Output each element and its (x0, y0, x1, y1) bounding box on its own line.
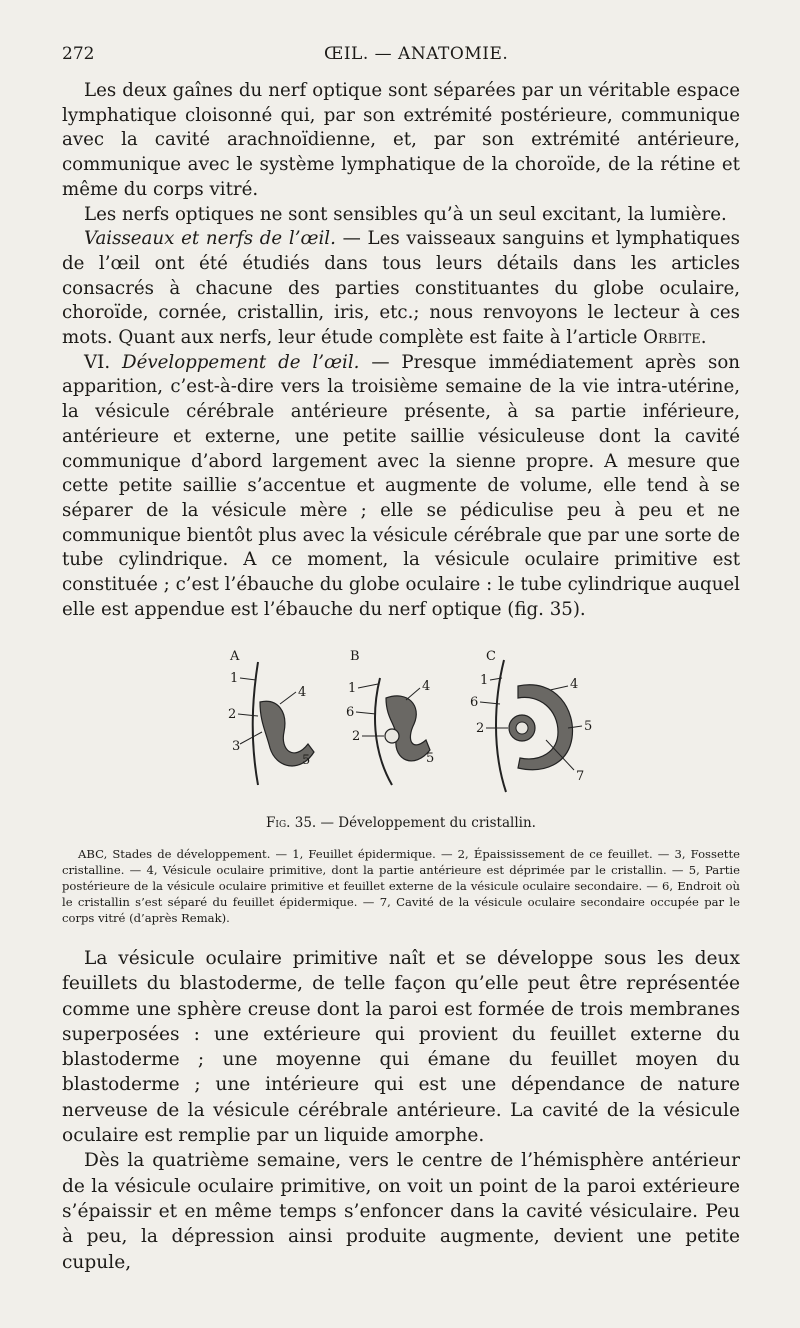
label-b-1: 1 (348, 681, 357, 696)
paragraph-primitive-vesicle: La vésicule oculaire primitive naît et se développe sous les deux feuillets du blastoderme, de telle façon qu’elle peut être représentée comme une sphère creuse dont la paroi est formée de trois membranes superposées : une extérieure qui provient du feuillet externe du blastoderme ; une moyenne qui émane du feuillet moyen du blastoderme ; une intérieure qui est une dépendance de nature nerveuse de la vésicule cérébrale antérieure. La cavité de la vésicule oculaire est remplie par un liquide amorphe. (62, 948, 740, 1147)
vesicle-shape-b (386, 696, 430, 761)
figure-caption-title: — Développement du cristallin. (316, 815, 536, 831)
running-title: ŒIL. — ANATOMIE. (324, 44, 509, 64)
paragraph-optic-sensitivity: Les nerfs optiques ne sont sensibles qu’à un seul excitant, la lumière. (84, 203, 727, 225)
leader-a-4 (280, 692, 296, 704)
figure-panel-b (346, 649, 434, 785)
leader-b-4 (406, 688, 420, 700)
figure-caption-prefix: Fig. 35. (266, 815, 317, 831)
figure-panel-c (470, 649, 592, 792)
text-block-bottom (62, 946, 740, 1275)
lens-b (385, 729, 399, 743)
cross-reference-orbite: Orbite (643, 327, 701, 349)
label-b-4: 4 (422, 679, 431, 694)
label-b-2: 2 (352, 729, 361, 744)
figure-panel-a (228, 649, 314, 785)
paragraph-vessels-text: — Les vaisseaux sanguins et lymphatiques de l’œil ont été étudiés dans tous leurs détails dans les articles consacrés à chacune des parties constituantes du globe oculaire, choroïde, cornée, cristallin, iris, etc.; nous renvoyons le lecteur à ces mots. Quant aux nerfs, leur étude complète est faite à l’article (62, 228, 740, 349)
label-b-6: 6 (346, 705, 355, 720)
paragraph-optic-sheaths: Les deux gaînes du nerf optique sont séparées par un véritable espace lymphatique cloisonné qui, par son extrémité postérieure, communique avec la cavité arachnoïdienne, et, par son extrémité antérieure, communique avec le système lymphatique de la choroïde, de la rétine et même du corps vitré. (62, 80, 740, 200)
leader-a-1 (240, 678, 256, 680)
label-b-5: 5 (426, 751, 435, 766)
figure-legend-text: ABC, Stades de développement. — 1, Feuillet épidermique. — 2, Épaississement de ce feuillet. — 3, Fossette cristalline. — 4, Vésicule oculaire primitive, dont la partie antérieure est déprimée par le cristallin. — 5, Partie postérieure de la vésicule oculaire primitive et feuillet externe de la vésicule oculaire secondaire. — 6, Endroit où le cristallin s’est séparé du feuillet épidermique. — 7, Cavité de la vésicule oculaire secondaire occupée par le corps vitré (d’après Remak). (62, 847, 740, 925)
leader-a-3 (240, 732, 262, 744)
figure-legend (62, 846, 740, 926)
leader-c-4 (550, 686, 568, 690)
label-a-2: 2 (228, 707, 237, 722)
paragraph-fourth-week: Dès la quatrième semaine, vers le centre de l’hémisphère antérieur de la vésicule oculaire primitive, on voit un point de la paroi extérieure s’épaissir et en même temps s’enfoncer dans la cavité vésiculaire. Peu à peu, la dépression ainsi produite augmente, devient une petite cupule, (62, 1150, 740, 1273)
leader-b-6 (356, 712, 376, 714)
text-block-top (62, 79, 740, 622)
label-a-5: 5 (302, 753, 311, 768)
label-a-3: 3 (232, 739, 241, 754)
label-c-7: 7 (576, 769, 585, 784)
panel-letter-b: B (350, 649, 360, 664)
section-numeral: VI. (84, 351, 122, 373)
running-header (62, 44, 742, 70)
label-c-2: 2 (476, 721, 485, 736)
figure-35-illustration (200, 640, 620, 800)
label-c-4: 4 (570, 677, 579, 692)
section-heading-vessels: Vaisseaux et nerfs de l’œil. (84, 228, 336, 250)
paragraph-development (62, 351, 740, 623)
paragraph-vessels-nerves (62, 227, 740, 351)
figure-caption (62, 815, 740, 831)
label-a-4: 4 (298, 685, 307, 700)
leader-b-1 (358, 684, 378, 688)
paragraph-development-text: — Presque immédiatement après son apparition, c’est-à-dire vers la troisième semaine de la vie intra-utérine, la vésicule cérébrale antérieure présente, à sa partie inférieure, antérieure et externe, une petite saillie vésiculeuse dont la cavité communique d’abord largement avec la sienne propre. A mesure que cette petite saillie s’accentue et augmente de volume, elle tend à se séparer de la vésicule mère ; elle se pédiculise peu à peu et ne communique bientôt plus avec la vésicule cérébrale que par une sorte de tube cylindrique. A ce moment, la vésicule oculaire primitive est constituée ; c’est l’ébauche du globe oculaire : le tube cylindrique auquel elle est appendue est l’ébauche du nerf optique (fig. 35). (62, 351, 740, 620)
lens-core-c (516, 722, 528, 734)
leader-a-2 (238, 714, 258, 716)
section-heading-development: Développement de l’œil. (122, 351, 360, 373)
label-c-1: 1 (480, 673, 489, 688)
label-c-6: 6 (470, 695, 479, 710)
panel-letter-a: A (230, 649, 240, 664)
panel-letter-c: C (486, 649, 496, 664)
epidermal-layer-c (496, 660, 506, 792)
paragraph-vessels-end: . (700, 327, 707, 349)
epidermal-layer-a (253, 662, 258, 785)
label-c-5: 5 (584, 719, 593, 734)
label-a-1: 1 (230, 671, 239, 686)
page-number: 272 (62, 44, 95, 64)
